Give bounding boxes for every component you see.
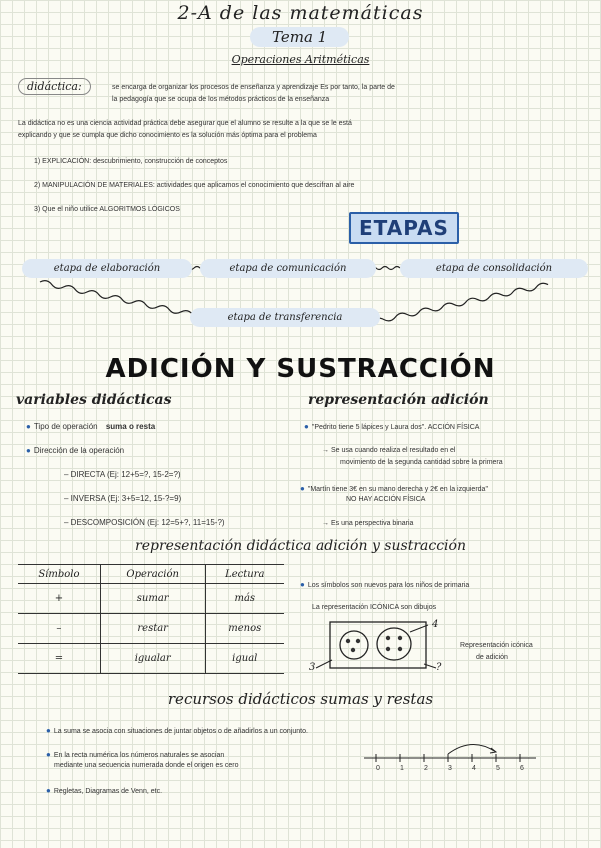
arrow-1-line-2: movimiento de la segunda cantidad sobre la primera	[340, 459, 503, 466]
quote-2-text: "Martín tiene 3€ en su mano derecha y 2€ en la izquierda"	[307, 486, 488, 493]
didactica-para-2: explicando y que se cumpla que dicho conocimiento es la solución más óptima para el problema	[18, 132, 317, 139]
number-line-label: 1	[400, 765, 404, 772]
table-header-row	[18, 565, 284, 584]
recursos-item-2-line-1	[46, 750, 224, 759]
recursos-item-3	[46, 786, 162, 795]
number-line-label: 3	[448, 765, 452, 772]
direccion-directa: – DIRECTA (Ej: 12+5=?, 15-2=?)	[64, 470, 181, 479]
representacion-didactica-heading: representación didáctica adición y sustracción	[135, 538, 466, 554]
quote-2-line-2: NO HAY ACCIÓN FÍSICA	[346, 496, 426, 503]
diagram-label-left: 3	[309, 662, 316, 673]
point-2: 2) MANIPULACIÓN DE MATERIALES: actividades que aplicamos el conocimiento que descifran al aire	[34, 182, 355, 189]
bullet-icon: ●	[304, 422, 309, 431]
note-2: La representación ICÓNICA son dibujos	[312, 604, 437, 611]
tipo-value: suma o resta	[105, 422, 156, 431]
representacion-adicion-heading: representación adición	[308, 392, 489, 408]
number-line-label: 2	[424, 765, 428, 772]
tipo-label: Tipo de operación	[33, 422, 98, 431]
column-header: Operación	[100, 565, 205, 584]
recursos-heading: recursos didácticos sumas y restas	[167, 690, 434, 708]
recursos-item-2-text: En la recta numérica los números naturales se asocian	[53, 752, 225, 759]
arrow-2-text: Es una perspectiva binaria	[330, 520, 414, 527]
diagram-caption-2: de adición	[476, 654, 508, 661]
direccion-descomposicion: – DESCOMPOSICIÓN (Ej: 12=5+?, 11=15-?)	[64, 518, 225, 527]
bullet-icon: ●	[300, 484, 305, 493]
recursos-item-2-line-2: mediante una secuencia numerada donde el origen es cero	[54, 762, 239, 769]
table-cell: igual	[205, 644, 284, 674]
arrow-right-icon: →	[322, 520, 329, 527]
recursos-item-1	[46, 726, 308, 735]
didactica-text-2: la pedagogía que se ocupa de los métodos prácticos de la enseñanza	[112, 96, 330, 103]
table-row	[18, 644, 284, 674]
direccion-operacion	[26, 446, 124, 455]
stage-transferencia: etapa de transferencia	[190, 308, 380, 327]
note-1-text: Los símbolos son nuevos para los niños de primaria	[307, 582, 470, 589]
stage-comunicacion: etapa de comunicación	[200, 259, 376, 278]
didactica-para-1: La didáctica no es una ciencia actividad práctica debe asegurar que el alumno se resulte a la que se le está	[18, 120, 352, 127]
bullet-icon: ●	[26, 422, 31, 431]
arrow-right-icon: →	[322, 447, 329, 454]
table-cell: restar	[100, 614, 205, 644]
quote-2-line-1	[300, 484, 488, 493]
table-cell: =	[18, 644, 100, 674]
stage-consolidacion: etapa de consolidación	[400, 259, 588, 278]
bullet-icon: ●	[46, 750, 51, 759]
arrow-1-text: Se usa cuando realiza el resultado en el	[330, 447, 456, 454]
number-line-icon	[360, 736, 540, 780]
bullet-icon: ●	[300, 580, 305, 589]
table-cell: +	[18, 584, 100, 614]
stage-elaboracion: etapa de elaboración	[22, 259, 192, 278]
venn-diagram-icon	[306, 616, 446, 678]
number-line-label: 4	[472, 765, 476, 772]
quote-1-text: "Pedrito tiene 5 lápices y Laura dos". ACCIÓN FÍSICA	[311, 424, 480, 431]
direccion-label: Dirección de la operación	[33, 446, 125, 455]
recursos-item-1-text: La suma se asocia con situaciones de juntar objetos o de añadirlos a un conjunto.	[53, 728, 308, 735]
diagram-label-right: ?	[436, 662, 442, 673]
point-3: 3) Que el niño utilice ALGORITMOS LÓGICOS	[34, 206, 180, 213]
number-line-label: 0	[376, 765, 380, 772]
table-cell: –	[18, 614, 100, 644]
arrow-2	[322, 520, 413, 527]
subtitle: Operaciones Aritméticas	[231, 53, 370, 66]
direccion-inversa: – INVERSA (Ej: 3+5=12, 15-?=9)	[64, 494, 182, 503]
diagram-caption-1: Representación icónica	[460, 642, 533, 649]
adicion-title: ADICIÓN Y SUSTRACCIÓN	[105, 354, 496, 384]
diagram-label-top: 4	[432, 619, 439, 630]
tema-title: Tema 1	[250, 27, 349, 47]
bullet-icon: ●	[46, 726, 51, 735]
note-1	[300, 580, 469, 589]
column-header: Lectura	[205, 565, 284, 584]
tipo-operacion	[26, 422, 155, 431]
tema-title-highlight	[228, 28, 371, 46]
bullet-icon: ●	[26, 446, 31, 455]
didactica-label: didáctica:	[18, 78, 91, 95]
variables-heading: variables didácticas	[16, 392, 172, 408]
etapas-title: ETAPAS	[349, 212, 459, 244]
table-cell: sumar	[100, 584, 205, 614]
page-title: 2-A de las matemáticas	[177, 2, 424, 24]
number-line-label: 6	[520, 765, 524, 772]
didactica-text-1: se encarga de organizar los procesos de enseñanza y aprendizaje Es por tanto, la parte de	[112, 84, 395, 91]
point-1: 1) EXPLICACIÓN: descubrimiento, construcción de conceptos	[34, 158, 228, 165]
arrow-1-line-1	[322, 447, 455, 454]
table-cell: igualar	[100, 644, 205, 674]
bullet-icon: ●	[46, 786, 51, 795]
column-header: Símbolo	[18, 565, 100, 584]
recursos-item-3-text: Regletas, Diagramas de Venn, etc.	[53, 788, 163, 795]
operations-table	[18, 564, 284, 674]
table-cell: más	[205, 584, 284, 614]
table-row	[18, 584, 284, 614]
number-line-label: 5	[496, 765, 500, 772]
table-cell: menos	[205, 614, 284, 644]
quote-1	[304, 422, 479, 431]
table-row	[18, 614, 284, 644]
